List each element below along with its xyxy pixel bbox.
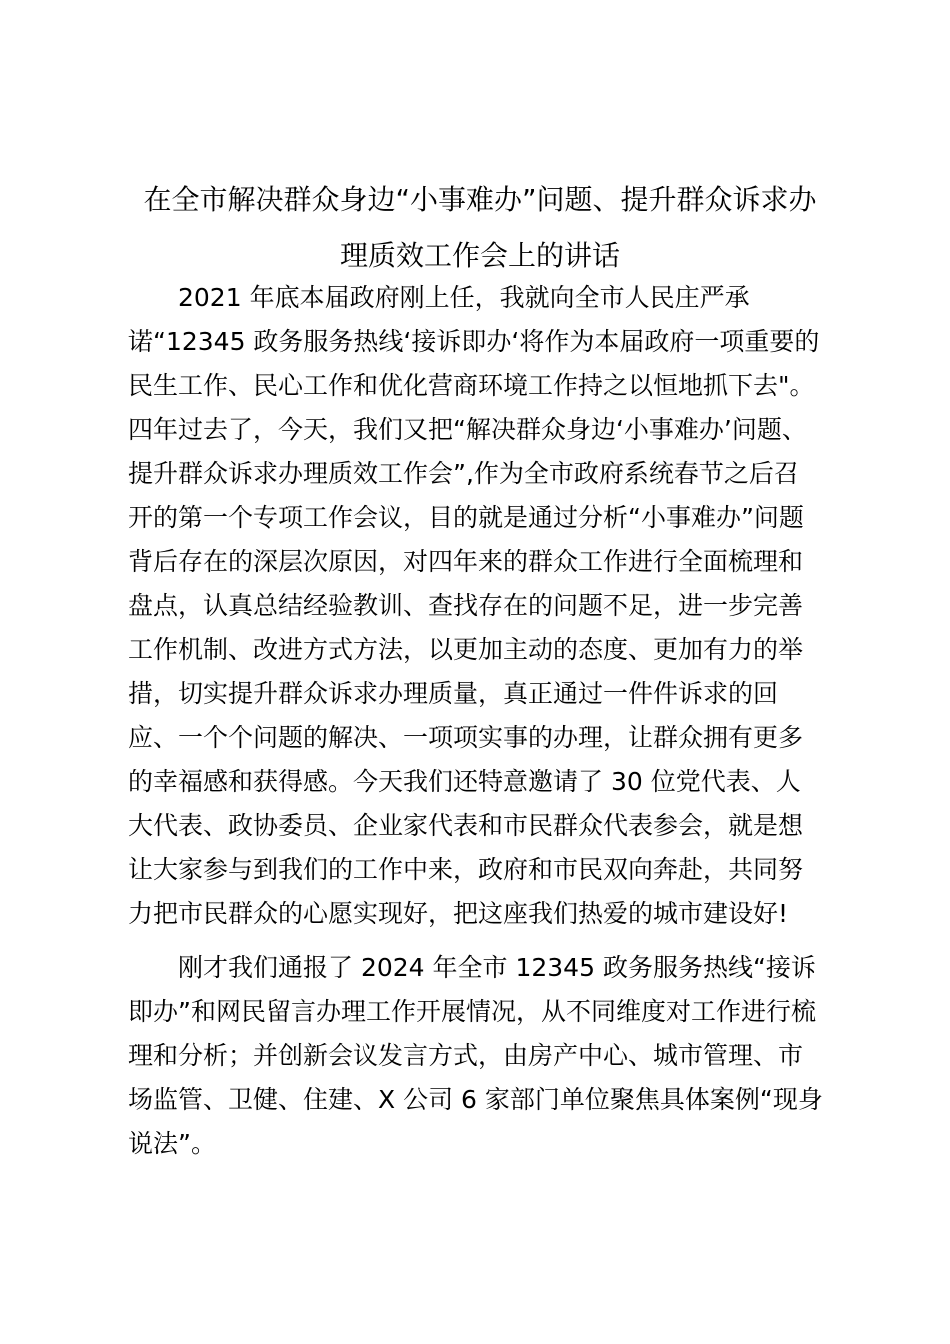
body-line-1: 2021 年底本届政府刚上任，我就向全市人民庄严承 bbox=[178, 283, 750, 312]
body-line-20: 说法”。 bbox=[128, 1129, 216, 1158]
body-line-14: 让大家参与到我们的工作中来，政府和市民双向奔赴，共同努 bbox=[128, 855, 804, 884]
body-line-9: 工作机制、改进方式方法，以更加主动的态度、更加有力的举 bbox=[128, 635, 804, 664]
body-line-5: 提升群众诉求办理质效工作会”,作为全市政府系统春节之后召 bbox=[128, 459, 799, 488]
body-line-11: 应、一个个问题的解决、一项项实事的办理，让群众拥有更多 bbox=[128, 723, 804, 752]
body-line-16: 刚才我们通报了 2024 年全市 12345 政务服务热线“接诉 bbox=[178, 953, 816, 982]
body-line-17: 即办”和网民留言办理工作开展情况，从不同维度对工作进行梳 bbox=[128, 997, 816, 1026]
body-line-7: 背后存在的深层次原因，对四年来的群众工作进行全面梳理和 bbox=[128, 547, 804, 576]
document-title bbox=[120, 172, 840, 284]
body-line-13: 大代表、政协委员、企业家代表和市民群众代表参会，就是想 bbox=[128, 811, 804, 840]
body-line-3: 民生工作、民心工作和优化营商环境工作持之以恒地抓下去"。 bbox=[128, 371, 815, 400]
body-line-12: 的幸福感和获得感。今天我们还特意邀请了 30 位党代表、人 bbox=[128, 767, 801, 796]
body-line-6: 开的第一个专项工作会议，目的就是通过分析“小事难办”问题 bbox=[128, 503, 804, 532]
body-line-10: 措，切实提升群众诉求办理质量，真正通过一件件诉求的回 bbox=[128, 679, 779, 708]
body-line-8: 盘点，认真总结经验教训、查找存在的问题不足，进一步完善 bbox=[128, 591, 804, 620]
body-line-15: 力把市民群众的心愿实现好，把这座我们热爱的城市建设好! bbox=[128, 899, 789, 928]
title-line-1: 在全市解决群众身边“小事难办”问题、提升群众诉求办 bbox=[143, 183, 817, 216]
title-line-2: 理质效工作会上的讲话 bbox=[339, 239, 620, 272]
body-line-4: 四年过去了，今天，我们又把“解决群众身边‘小事难办’问题、 bbox=[128, 415, 807, 444]
body-line-18: 理和分析；并创新会议发言方式，由房产中心、城市管理、市 bbox=[128, 1041, 804, 1070]
body-line-19: 场监管、卫健、住建、X 公司 6 家部门单位聚焦具体案例“现身 bbox=[128, 1085, 823, 1114]
body-line-2: 诺“12345 政务服务热线‘接诉即办‘将作为本届政府一项重要的 bbox=[128, 327, 820, 356]
